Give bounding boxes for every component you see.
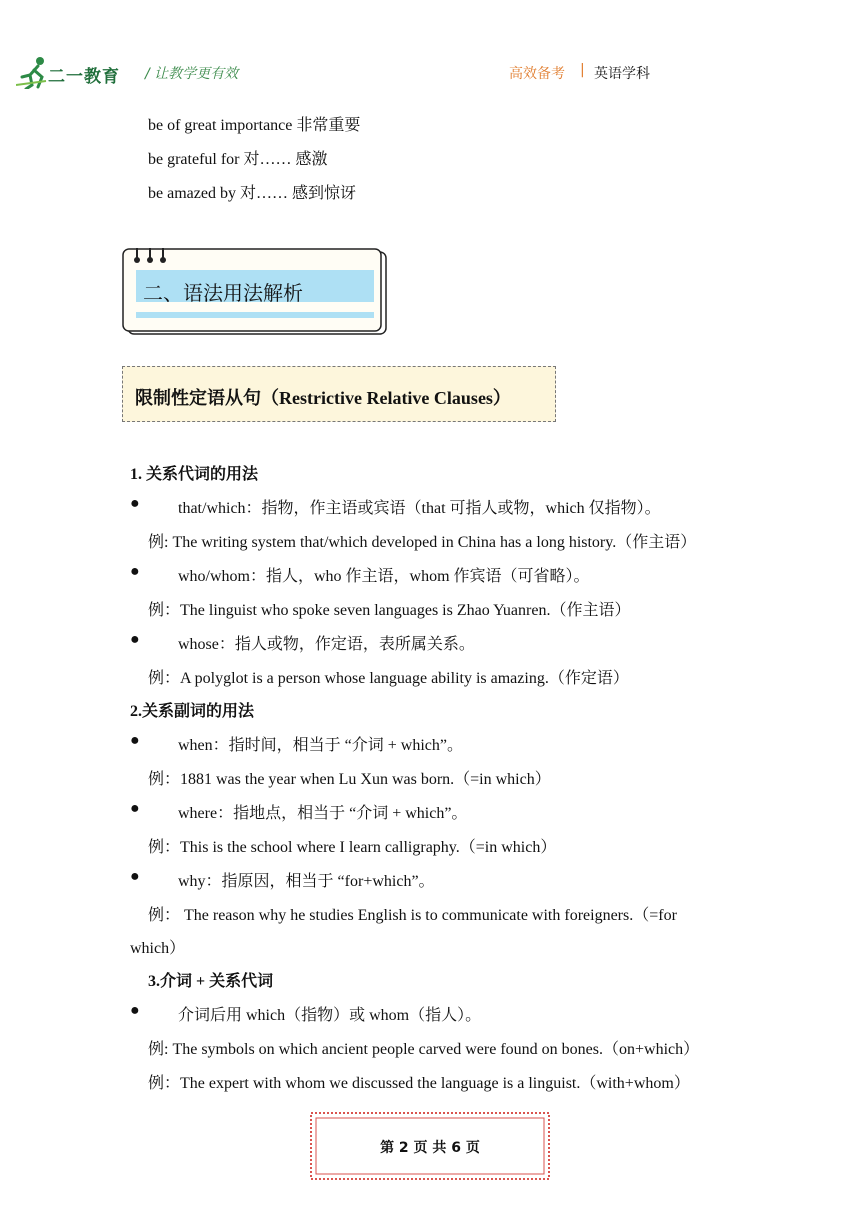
rule-item: whose：指人或物，作定语，表所属关系。 [178, 636, 475, 653]
header-slogan: / 让教学更有效 [145, 66, 239, 82]
example-line: 例：A polyglot is a person whose language ability is amazing.（作定语） [148, 670, 629, 687]
brand-logo-text: 二一教育 [48, 67, 120, 87]
vocab-item: be amazed by 对…… 感到惊讶 [148, 185, 356, 202]
vocab-item: be of great importance 非常重要 [148, 117, 361, 134]
header-subject: 英语学科 [594, 66, 650, 82]
topic-title-box [122, 366, 556, 422]
part1-heading: 1. 关系代词的用法 [130, 466, 259, 483]
bullet-icon: ● [130, 495, 140, 512]
rule-item: that/which：指物，作主语或宾语（that 可指人或物，which 仅指物）。 [178, 500, 661, 517]
logo-runner-icon [16, 55, 52, 89]
rule-item: when：指时间，相当于 “介词 + which”。 [178, 737, 463, 754]
bullet-icon: ● [130, 1002, 140, 1019]
topic-title: 限制性定语从句（Restrictive Relative Clauses） [135, 388, 511, 408]
example-line: 例：The linguist who spoke seven languages is Zhao Yuanren.（作主语） [148, 602, 631, 619]
example-line: 例: The symbols on which ancient people carved were found on bones.（on+which） [148, 1041, 700, 1058]
rule-item: why：指原因，相当于 “for+which”。 [178, 873, 435, 890]
bullet-icon: ● [130, 631, 140, 648]
rule-item: 介词后用 which（指物）或 whom（指人）。 [178, 1007, 482, 1024]
bullet-icon: ● [130, 563, 140, 580]
bullet-icon: ● [130, 868, 140, 885]
vocab-item: be grateful for 对…… 感激 [148, 151, 328, 168]
header-label: 高效备考 [509, 66, 565, 82]
section-title: 二、语法用法解析 [143, 281, 303, 305]
rule-item: where：指地点，相当于 “介词 + which”。 [178, 805, 468, 822]
example-line: 例：1881 was the year when Lu Xun was born.（=in which） [148, 771, 551, 788]
page-number: 第 2 页 共 6 页 [380, 1140, 480, 1156]
bullet-icon: ● [130, 732, 140, 749]
example-line: 例：This is the school where I learn calligraphy.（=in which） [148, 839, 557, 856]
rule-item: who/whom：指人，who 作主语，whom 作宾语（可省略）。 [178, 568, 590, 585]
part2-heading: 2.关系副词的用法 [130, 703, 255, 720]
example-line-continued: which） [130, 940, 186, 957]
example-line: 例：The expert with whom we discussed the language is a linguist.（with+whom） [148, 1075, 690, 1092]
example-line: 例： The reason why he studies English is to communicate with foreigners.（=for [148, 907, 677, 924]
part3-heading: 3.介词 + 关系代词 [148, 973, 274, 990]
example-line: 例: The writing system that/which developed in China has a long history.（作主语） [148, 534, 697, 551]
header-separator: | [580, 62, 585, 78]
bullet-icon: ● [130, 800, 140, 817]
